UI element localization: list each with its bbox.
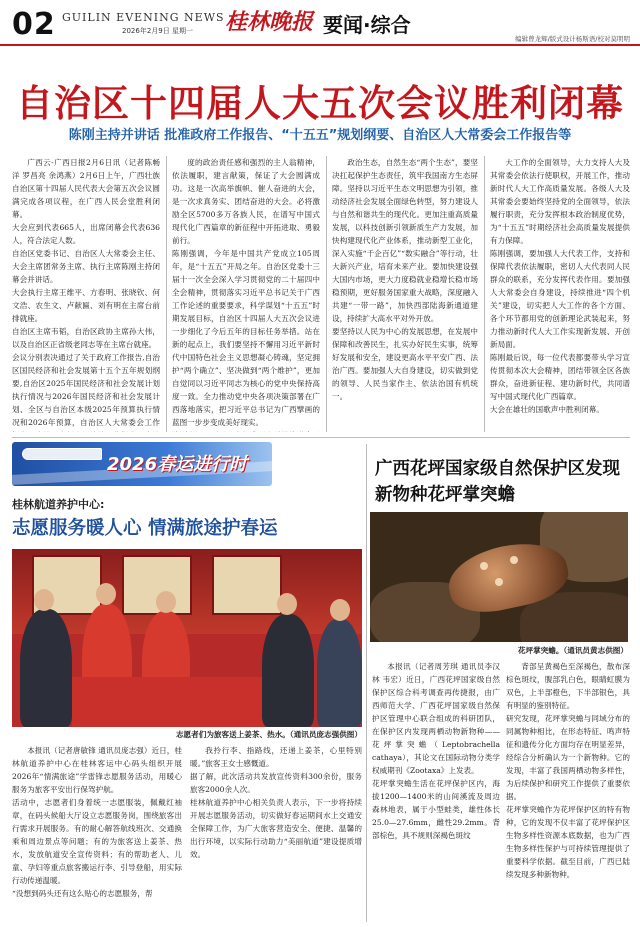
spring-travel-text-2: 我拎行李、指路线，还递上姜茶，心里特别暖。”旅客王女士感慨道。 据了解，此次活动共发放宣传资料300余份，服务旅客2000余人次。 桂林航道养护中心相关负责人表示，下一步将持续开展志愿服务活动，切实做好春运期间水上交通安全保障工作，为广大旅客营造安全、便捷、温馨的出行环境，以实际行动助力“美丽航道”建设提质增效。 bbox=[190, 746, 362, 859]
paper-logo: 桂林晚报 bbox=[225, 9, 314, 35]
page-number: 02 bbox=[12, 7, 56, 42]
story-kicker: 桂林航道养护中心: bbox=[12, 498, 105, 511]
frog-spot bbox=[480, 562, 488, 570]
photo-person-head bbox=[96, 583, 116, 605]
spring-travel-column-1 bbox=[12, 744, 182, 922]
column-divider bbox=[166, 156, 167, 432]
frog-photo-caption: 花坪掌突蟾。（通讯员黄志供图） bbox=[517, 646, 628, 655]
lead-column-1 bbox=[12, 156, 160, 432]
section-title: 要闻·综合 bbox=[323, 13, 411, 37]
frog-photo bbox=[370, 512, 628, 642]
photo-person-head bbox=[277, 593, 297, 615]
column-divider bbox=[484, 156, 485, 432]
editor-credits: 编辑曾龙辉/版式设计杨斯语/校对莫明明 bbox=[515, 35, 630, 43]
spring-travel-banner bbox=[12, 442, 272, 486]
lead-subhead: 陈刚主持并讲话 批准政府工作报告、“十五五”规划纲要、自治区人大常委会工作报告等 bbox=[68, 128, 572, 143]
banner-slogan: 2026春运进行时 bbox=[107, 454, 248, 475]
lead-column-2-text: 度的政治责任感和强烈的主人翁精神，依法履职，建言献策，保证了大会圆满成功。这是一次高举旗帜、催人奋进的大会，是一次求真务实、团结奋进的大会。必将激励全区5700多万各族人民，在谱写中国式现代化广西篇章的新征程中开拓进取、勇毅前行。 陈刚强调，今年是中国共产党成立105周年，是“十五五”开局之年。自治区党委十三届十一次全会深入学习贯彻党的二十届四中全会精神，贯彻落实习近平总书记关于广西工作论述的重要要求，科学谋划“十五五”时期发展目标，自治区十四届人大五次会议进一步细化了今后五年的目标任务举措。站在新的起点上，我们要坚持不懈用习近平新时代中国特色社会主义思想凝心铸魂，坚定拥护“两个确立”、坚决做到“两个维护”，更加自觉同以习近平同志为核心的党中央保持高度一致。全力推动党中央各项决策部署在广西落地落实，把习近平总书记为广西擘画的蓝图一步步变成美好现实。 bbox=[172, 158, 320, 427]
photo-person bbox=[20, 609, 72, 727]
lead-column-1-text: 广西云-广西日报2月6日讯（记者陈畅洋 罗昌亮 余鸿燕）2月6日上午，广西壮族自治区第十四届人民代表大会第五次会议圆满完成各项议程，在广西人民会堂胜利闭幕。 大会应到代表665人，出席闭幕会代表636人，符合法定人数。 自治区党委书记、自治区人大常委会主任、大会主席团常务主席、执行主席陈刚主持闭幕会并讲话。 大会执行主席王维平、方春明、张晓钦、何文浩、农生文、卢献匾、刘有明在主席台前排就座。 自治区主席韦韬，自治区政协主席孙大伟，以及自治区正省级老同志等在主席台就座。 会议分别表决通过了关于政府工作报告,自治区国民经济和社会发展第十五个五年规划纲要,自治区2025年国民经济和社会发展计划执行情况与2026年国民经济和社会发展计划、全区与自治区本级2025年预算执行情况和2026年预算，自治区人大常委会工作 bbox=[12, 158, 160, 427]
lead-column-2 bbox=[172, 156, 320, 432]
nature-reserve-headline: 广西花坪国家级自然保护区发现新物种花坪掌突蟾 bbox=[375, 459, 620, 505]
nature-reserve-text-2: 背部呈黄褐色至深褐色，散布深棕色斑纹，腹部乳白色，眼睛虹膜为双色，上半部橙色，下半部银色，具有明显的鉴别特征。 研究发现，花坪掌突蟾与同域分布的同属物种相比，在形态特征、鸣声特征和遗传分化方面均存在明显差异，经综合分析确认为一个新物种。它的发现，丰富了我国两栖动物多样性，为后续保护和研究工作提供了重要依据。 花坪掌突蟾作为花坪保护区的特有物种，它的发现不仅丰富了花坪保护区生物多样性资源本底数据，也为广西生物多样性保护与可持续管理提供了重要科学依据。截至目前，广西已陆续发现多种新物种。 bbox=[506, 662, 630, 879]
lead-headline: 自治区十四届人大五次会议胜利闭幕 bbox=[16, 82, 624, 125]
frog-spot bbox=[510, 556, 518, 564]
photo-poster bbox=[212, 555, 282, 615]
photo-person-head bbox=[156, 591, 176, 613]
nature-reserve-column-2 bbox=[506, 660, 630, 922]
volunteer-photo-caption: 志愿者们为旅客送上姜茶、热水。（通讯员庞志强供图） bbox=[175, 730, 362, 739]
photo-person-head bbox=[330, 599, 350, 621]
lead-column-4 bbox=[490, 156, 630, 432]
masthead bbox=[0, 0, 640, 46]
lead-column-4-text: 大工作的全面领导，大力支持人大及其常委会依法行使职权，开展工作，推动新时代人大工作高质量发展。各级人大及其常委会要始终坚持党的全面领导，依法履行职责，充分发挥根本政治制度优势，为“十五五”时期经济社会高质量发展提供有力保障。 陈刚强调，要加强人大代表工作，支持和保障代表依法履职，密切人大代表同人民群众的联系，充分发挥代表作用。要加强人大常委会自身建设，持续推进“四个机关”建设，切实把人大工作的各个方面、各个环节都用党的创新理论武装起来，努力推动新时代人大工作实现新发展、开创新局面。 陈刚最后说，每一位代表都要带头学习宣传贯彻本次大会精神，团结带领全区各族群众，奋进新征程、建功新时代，共同谱写中国式现代化广西篇章。 大会在雄壮的国歌声中胜利闭幕。 bbox=[490, 158, 630, 414]
column-divider bbox=[366, 444, 367, 922]
section-divider bbox=[12, 437, 630, 438]
paper-name-english: GUILIN EVENING NEWS bbox=[62, 11, 225, 24]
frog-spot bbox=[495, 578, 503, 586]
column-divider bbox=[326, 156, 327, 432]
lead-column-3 bbox=[332, 156, 478, 432]
train-icon bbox=[22, 448, 102, 460]
photo-person bbox=[262, 614, 314, 727]
spring-travel-headline: 志愿服务暖人心 情满旅途护春运 bbox=[12, 518, 278, 539]
spring-travel-text-1: 本报讯（记者唐敏锋 通讯员庞志强）近日，桂林航道养护中心在桂林客运中心码头组织开展2026年“情满旅途”学雷锋志愿服务活动，用暖心服务为旅客平安出行保驾护航。 活动中，志愿者们身着统一志愿服装，佩戴红袖章，在码头候船大厅设立志愿服务岗，围绕旅客出行需求开展服务。有的耐心解答航线班次、交通换乘和周边景点等问题；有的为旅客送上姜茶、热水，发放航道安全宣传资料；有的帮助老人、儿童、孕妇等重点旅客搬运行李、引导登船，用实际行动传递温暖。 “没想到码头还有这么贴心的志愿服务，帮 bbox=[12, 746, 182, 898]
spring-travel-column-2 bbox=[190, 744, 362, 922]
photo-person bbox=[317, 619, 362, 727]
dateline: 2026年2月9日 星期一 bbox=[122, 27, 193, 35]
nature-reserve-column-1 bbox=[372, 660, 500, 922]
nature-reserve-text-1: 本报讯（记者周芳琪 通讯员李汉林 韦宏）近日，广西花坪国家级自然保护区综合科考调查再传捷报，由广西师范大学、广西花坪国家级自然保护区管理中心联合组成的科研团队，在保护区内发现两栖动物新物种——花坪掌突蟾（Leptobrachella cathaya），其论文在国际动物分类学权威期刊《Zootaxa》上发表。 花坪掌突蟾生活在花坪保护区内，海拔1200—1400米的山间溪流及周边森林地表，属于小型蛙类，雄性体长25.0—27.6mm，雌性29.2mm。背部棕色，具不规则深褐色斑纹 bbox=[372, 662, 500, 840]
lead-column-3-text: 政治生态，自然生态“两个生态”，要坚决扛起保护生态责任，筑牢我国南方生态屏障。坚持以习近平生态文明思想为引领，推动经济社会发展全面绿色转型，努力建设人与自然和谐共生的现代化。更加注重高质量发展，以科技创新引领新质生产力发展，加快构建现代化产业体系，推动新型工业化，深入实施“千企百亿”“数实融合”等行动，壮大新兴产业，培育未来产业。要加快建设强大国内市场，更大力度稳就业稳增长稳市场稳预期，更好服务国家重大战略，深度融入共建“一带一路”，加快西部陆海新通道建设，持续扩大高水平对外开放。 要坚持以人民为中心的发展思想，在发展中保障和改善民生，扎实办好民生实事，统筹好发展和安全，建设更高水平平安广西、法治广西。要加强人大自身建设，切实做到党的领导、人民当家作主、依法治国有机统一。 bbox=[332, 158, 478, 401]
volunteer-photo bbox=[12, 549, 362, 727]
photo-person-head bbox=[34, 589, 54, 611]
